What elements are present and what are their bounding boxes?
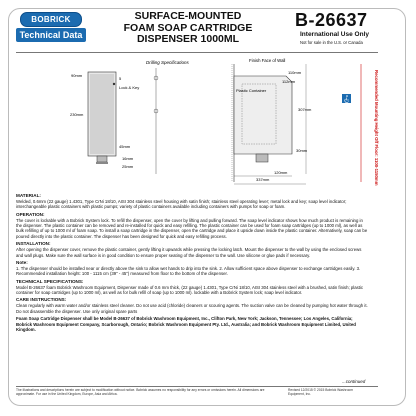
section-body: Model B-26637 foam Bobrick Washroom Equipment, Dispenser made of 0.6 mm thick, (22 gauge) 1.4301, Type CrNi 18/10, AISI 304 stainless steel with a brushed, satin finish; plastic container for soap cartridges (up to 1000 ml), as well as for bulk refill of soap (up to 1000 ml). lockable with a Bobrick System lock; soap level indicator. — [16, 284, 364, 295]
section-heading: Note: — [16, 259, 28, 265]
international-use-label: International Use Only — [300, 31, 369, 38]
section-heading: INSTALLATION: — [16, 241, 51, 247]
technical-data-badge: Technical Data — [16, 28, 86, 42]
section-body: The cover is lockable with a Bobrick System lock. To refill the dispenser, open the cover by lifting and pulling forward. The soap level indicator shows how much product is remaining in the dispenser. The plastic container can be removed and re-installed for quick and easy refilling. The plastic container can be used for foam soap cartridges (up to 1000 ml), as well as bulk refilling of up to 1000 ml of foam soap. To install a soap cartridge in the dispenser, open the cartridge and place it upside down inside the plastic container. Alternatively, soap can be poured directly into the plastic container. The dispenser has been designed for quick and easy refilling process. — [16, 217, 368, 239]
plastic-container-label: Plastic Container — [236, 88, 267, 93]
bobrick-logo: BOBRICK — [20, 12, 82, 27]
dim-label: 90mm — [71, 73, 83, 78]
continued-label: ...continued — [342, 379, 366, 384]
not-for-sale-label: Not for sale in the U.S. or Canada — [300, 40, 363, 45]
section-heading: OPERATION: — [16, 211, 45, 217]
title-line: DISPENSER 1000ML — [136, 33, 240, 45]
dim-label: 307mm — [298, 107, 312, 112]
section-body: Welded, 0.6mm (22 gauge) 1.4301, Type CrNi 18/10, AISI 304 stainless steel housing with satin finish; stainless steel operating lever; metal lock and key; soap level indicator; interchangeable plastic containers with plastic pumps; variety of plastic containers available including containers with pumps for soap or foam. — [16, 198, 347, 210]
side-lever — [256, 154, 268, 162]
section-heading: CARE INSTRUCTIONS: — [16, 297, 67, 303]
footer-divider — [16, 386, 378, 387]
dim-label: 25mm — [122, 164, 134, 169]
header-divider — [16, 52, 378, 53]
specification-statement: Foam Soap Cartridge Dispenser shall be Model B-26637 of Bobrick Washroom Equipment, Inc., Clifton Park, New York; Jackson, Tennessee; Los Angeles, California; Bobrick Washroom Equipment Company, Scarborough, Ontario; Bobrick Washroom Equipment Pty. Ltd., Australia; and Bobrick Washroom Equipment Limited, United Kingdom. — [16, 316, 356, 332]
title-line: FOAM SOAP CARTRIDGE — [123, 21, 253, 34]
dim-label: 45mm — [119, 144, 131, 149]
footer-revision: Revised 12/2015 © 2015 Bobrick Washroom Equipment, Inc. — [288, 388, 353, 396]
section-heading: TECHNICAL SPECIFICATIONS: — [16, 278, 84, 284]
section-body: 1. The dispenser should be installed near or directly above the sink to allow wet hands to drip into the sink. 2. Allow sufficient space above dispenser to exchange cartridges easily. 3. Recommended installation height: 100 - 1115 cm (39" - 45") measured from floor to the bottom of the dispenser. — [16, 265, 361, 277]
technical-drawing — [16, 56, 378, 190]
drawing-svg — [16, 56, 378, 190]
wheelchair-icon-head — [346, 95, 348, 97]
model-number: B-26637 — [295, 10, 368, 30]
section-heading: MATERIAL: — [16, 193, 41, 198]
section-body: After opening the dispenser cover, remove the plastic container, gently lifting it upwards while pressing the locking latch. Mount the dispenser to the wall by using the enclosed screws and wall plugs. Make sure the wall surface is in good condition to ensure proper seating of the dispenser to the wall. Use silicone or glue pads if necessary. — [16, 247, 362, 258]
dim-label: 112mm — [282, 79, 296, 84]
dim-label: 16mm — [122, 156, 134, 161]
dim-label: 337mm — [256, 177, 270, 182]
spec-text — [16, 191, 368, 332]
mounting-height-label: Recommended Mounting Height Off Floor: 1100-1150mm — [374, 70, 379, 186]
front-panel — [90, 74, 114, 154]
lock-key-label: Lock & Key — [119, 85, 140, 90]
dim-label: 110mm — [288, 70, 302, 75]
nozzle — [96, 162, 108, 164]
section-body: Clean regularly with warm water and/or stainless steel cleaner. Do not use acid (chloride) cleaners or scouring agents. The suction valve can be cleaned by pumping hot water through it. Do not disassemble the dispenser. Use only original spare parts — [16, 303, 368, 314]
dim-label: 230mm — [70, 112, 84, 117]
dim-label: 30mm — [296, 148, 308, 153]
dim-label: 5 — [119, 76, 122, 81]
dim-label: 120mm — [274, 170, 288, 175]
drilling-specs-label: Drilling Specifications — [146, 60, 189, 65]
finish-face-label: Finish Face of Wall — [249, 58, 286, 63]
push-lever — [97, 156, 107, 162]
title-line: SURFACE-MOUNTED — [134, 10, 242, 22]
lock-icon — [113, 83, 115, 85]
footer-disclaimer: The illustrations and descriptions herein are subject to modification without notice. Bobrick assumes no responsibility for any errors or omissions herein. All dimensions are approximate. For use in the United Kingdom, Europe, Asia and Africa. — [16, 388, 265, 396]
product-title — [97, 11, 279, 46]
